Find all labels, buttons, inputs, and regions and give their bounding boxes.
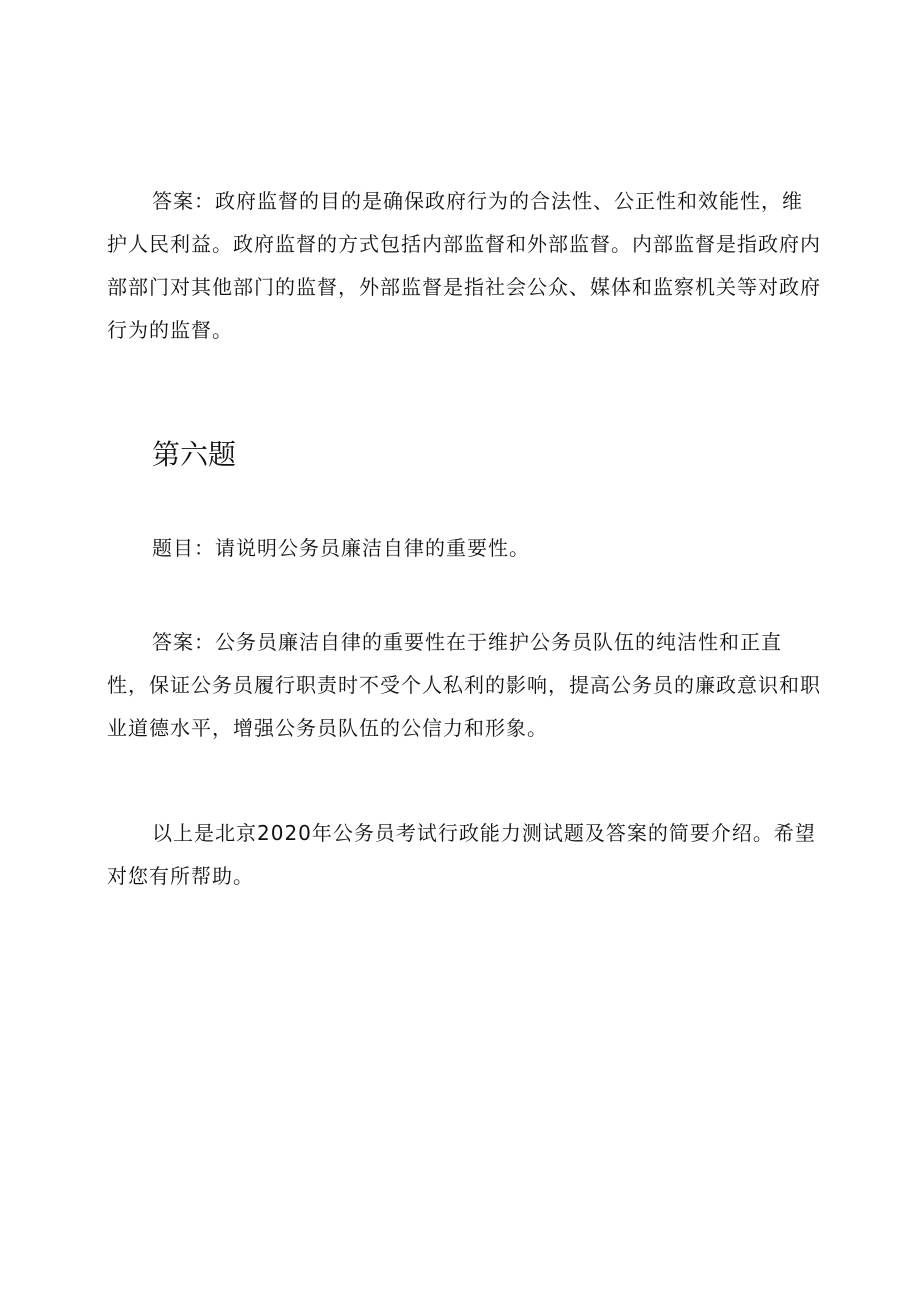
section-heading: 第六题 bbox=[152, 438, 237, 471]
answer-paragraph-6: 答案：公务员廉洁自律的重要性在于维护公务员队伍的纯洁性和正直性，保证公务员履行职责时不受个人私利的影响，提高公务员的廉政意识和职业道德水平，增强公务员队伍的公信力和形象。 bbox=[107, 630, 821, 740]
question-paragraph-6: 题目：请说明公务员廉洁自律的重要性。 bbox=[152, 536, 530, 560]
answer-paragraph-5: 答案：政府监督的目的是确保政府行为的合法性、公正性和效能性，维护人民利益。政府监督的方式包括内部监督和外部监督。内部监督是指政府内部部门对其他部门的监督，外部监督是指社会公众、媒体和监察机关等对政府行为的监督。 bbox=[107, 189, 821, 342]
conclusion-paragraph: 以上是北京2020年公务员考试行政能力测试题及答案的简要介绍。希望对您有所帮助。 bbox=[107, 821, 816, 888]
